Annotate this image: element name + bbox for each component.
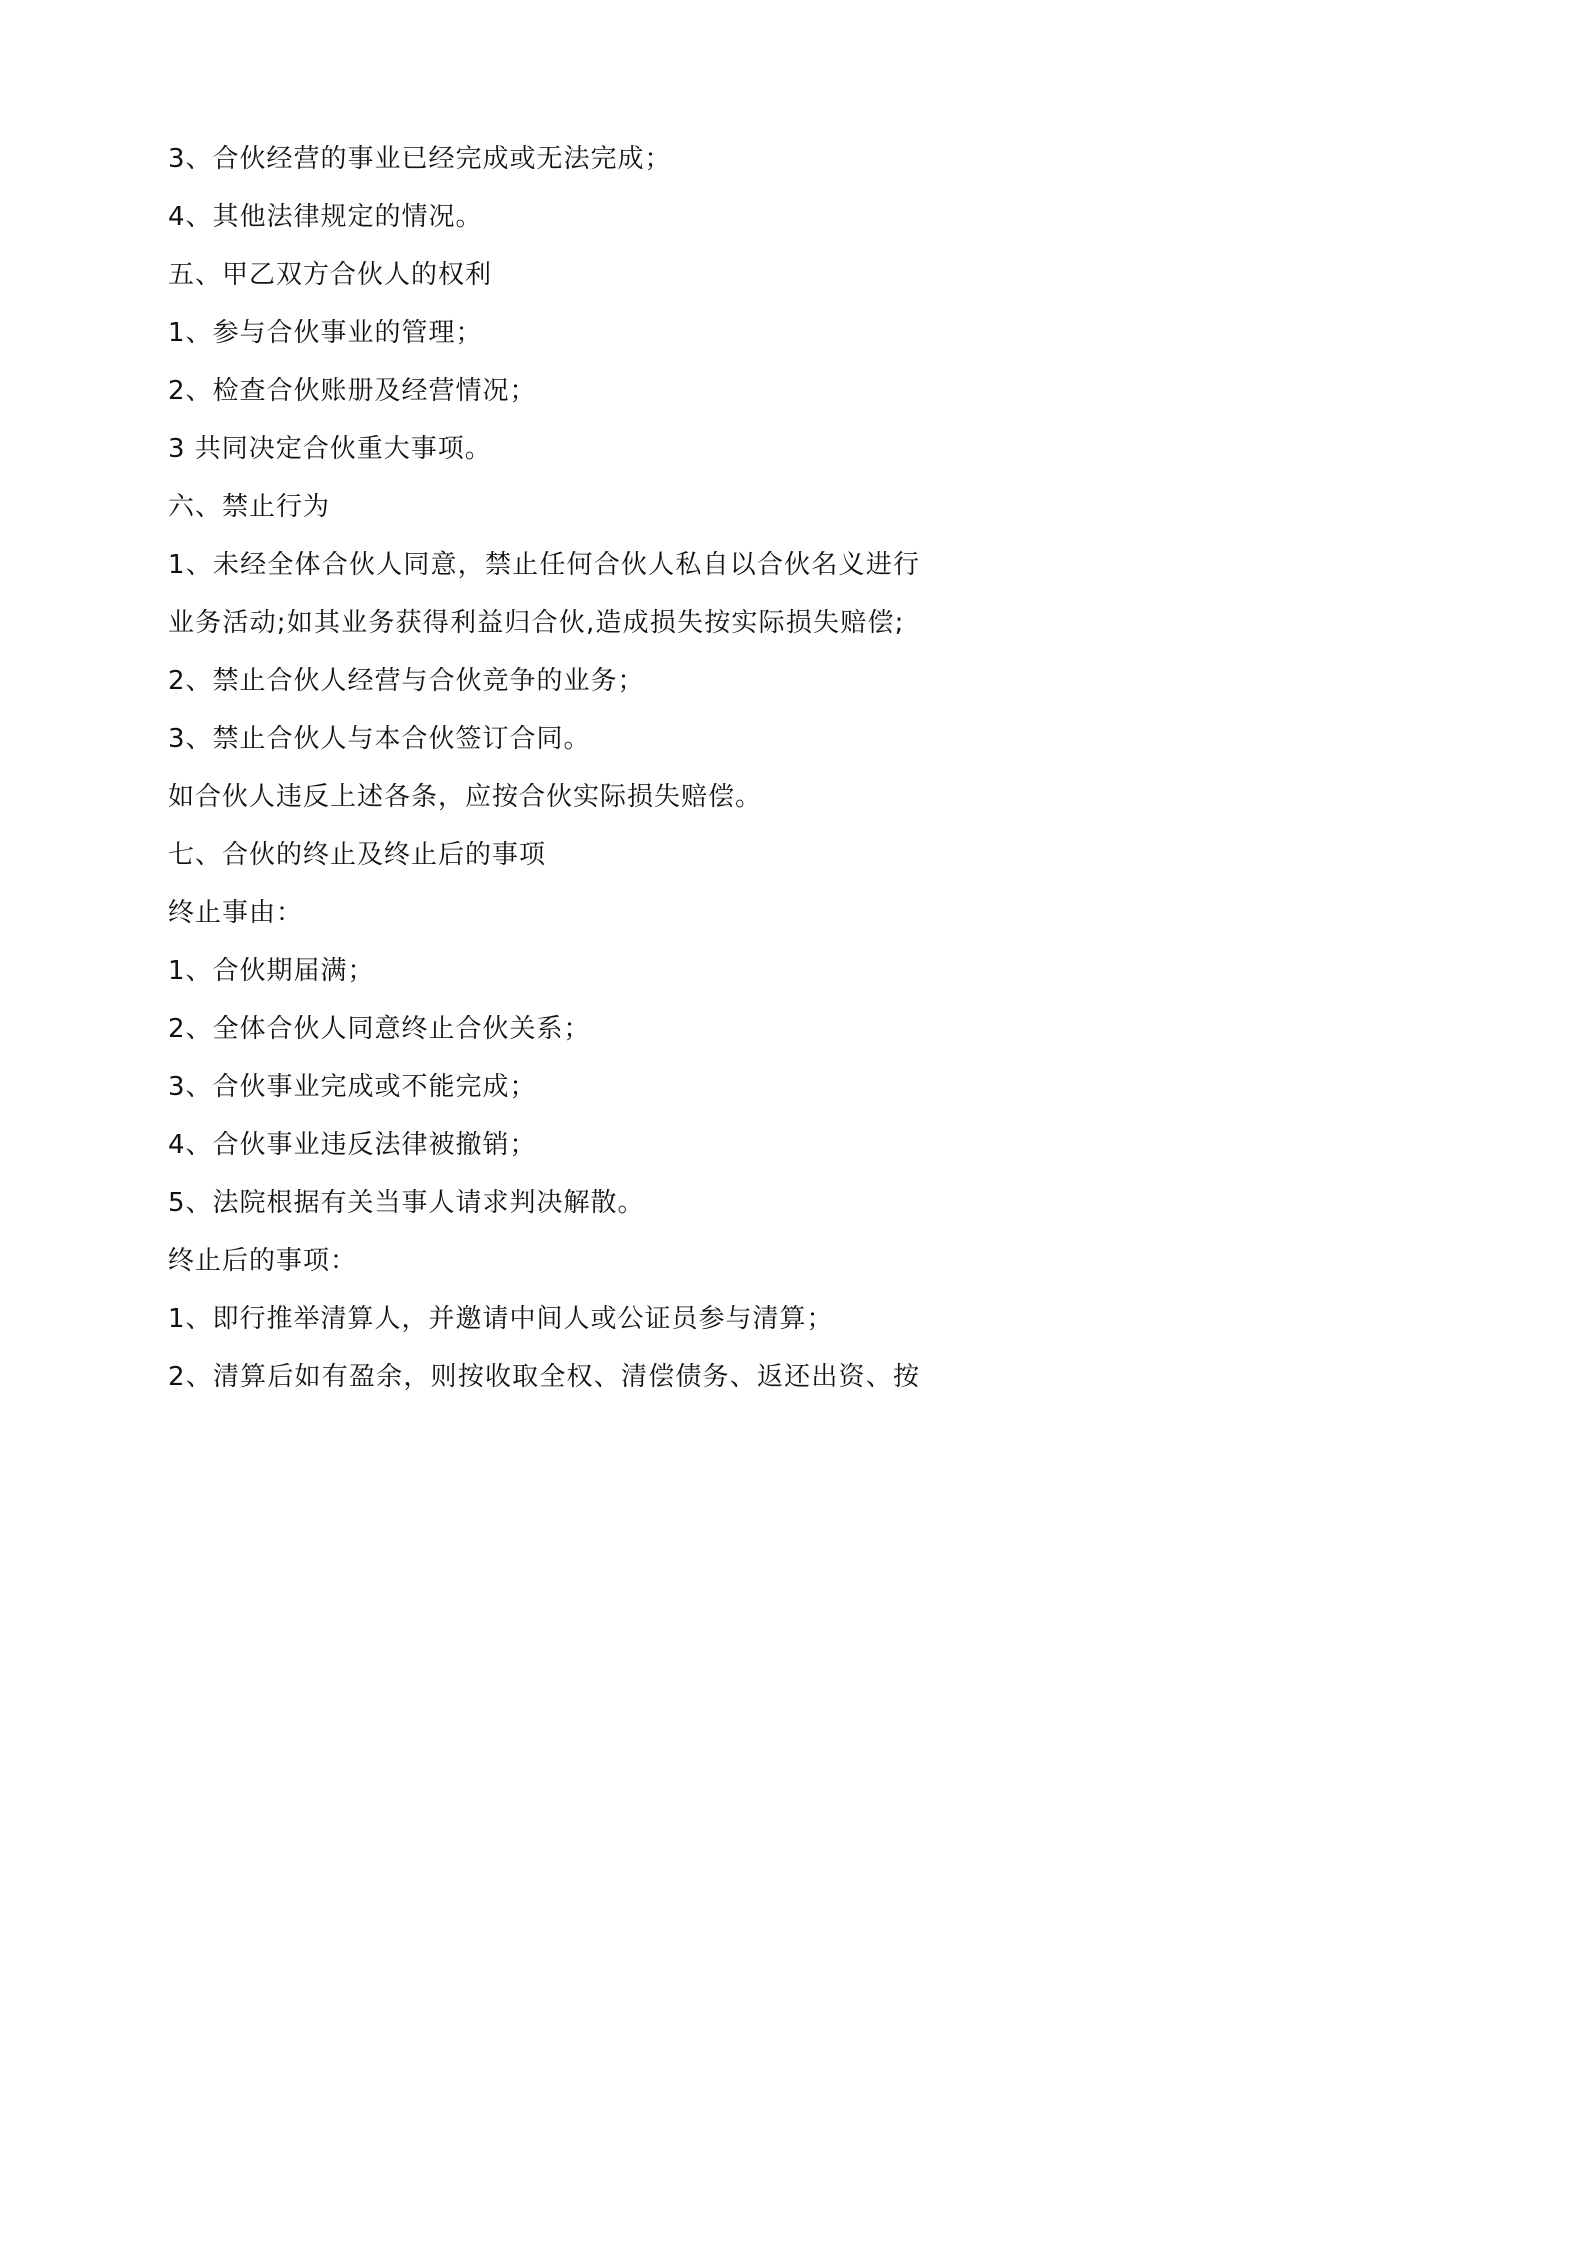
section-heading: 六、禁止行为: [168, 492, 331, 522]
clause-line: 如合伙人违反上述各条，应按合伙实际损失赔偿。: [168, 782, 763, 812]
document-page: [0, 0, 1110, 1571]
clause-line: 3、禁止合伙人与本合伙签订合同。: [168, 724, 591, 754]
clause-line: 2、检查合伙账册及经营情况；: [168, 376, 537, 406]
clause-line: 1、合伙期届满；: [168, 956, 375, 986]
clause-line: 2、禁止合伙人经营与合伙竞争的业务；: [168, 666, 645, 696]
clause-line: 3、合伙经营的事业已经完成或无法完成；: [168, 144, 672, 174]
clause-line: 2、清算后如有盈余，则按收取全权、清偿债务、返还出资、按: [168, 1362, 921, 1392]
clause-line: 4、合伙事业违反法律被撤销；: [168, 1130, 537, 1160]
clause-line: 1、未经全体合伙人同意，禁止任何合伙人私自以合伙名义进行: [168, 550, 921, 580]
clause-line: 3 共同决定合伙重大事项。: [168, 434, 492, 464]
clause-line: 2、全体合伙人同意终止合伙关系；: [168, 1014, 591, 1044]
clause-line: 5、法院根据有关当事人请求判决解散。: [168, 1188, 645, 1218]
subsection-heading: 终止后的事项：: [168, 1246, 358, 1276]
clause-line: 业务活动;如其业务获得利益归合伙,造成损失按实际损失赔偿;: [168, 608, 905, 638]
clause-line: 4、其他法律规定的情况。: [168, 202, 483, 232]
section-heading: 七、合伙的终止及终止后的事项: [168, 840, 547, 870]
section-heading: 五、甲乙双方合伙人的权利: [168, 260, 493, 290]
clause-line: 1、即行推举清算人，并邀请中间人或公证员参与清算；: [168, 1304, 834, 1334]
document-body: [168, 138, 958, 1414]
clause-line: 3、合伙事业完成或不能完成；: [168, 1072, 537, 1102]
subsection-heading: 终止事由：: [168, 898, 304, 928]
clause-line: 1、参与合伙事业的管理；: [168, 318, 483, 348]
